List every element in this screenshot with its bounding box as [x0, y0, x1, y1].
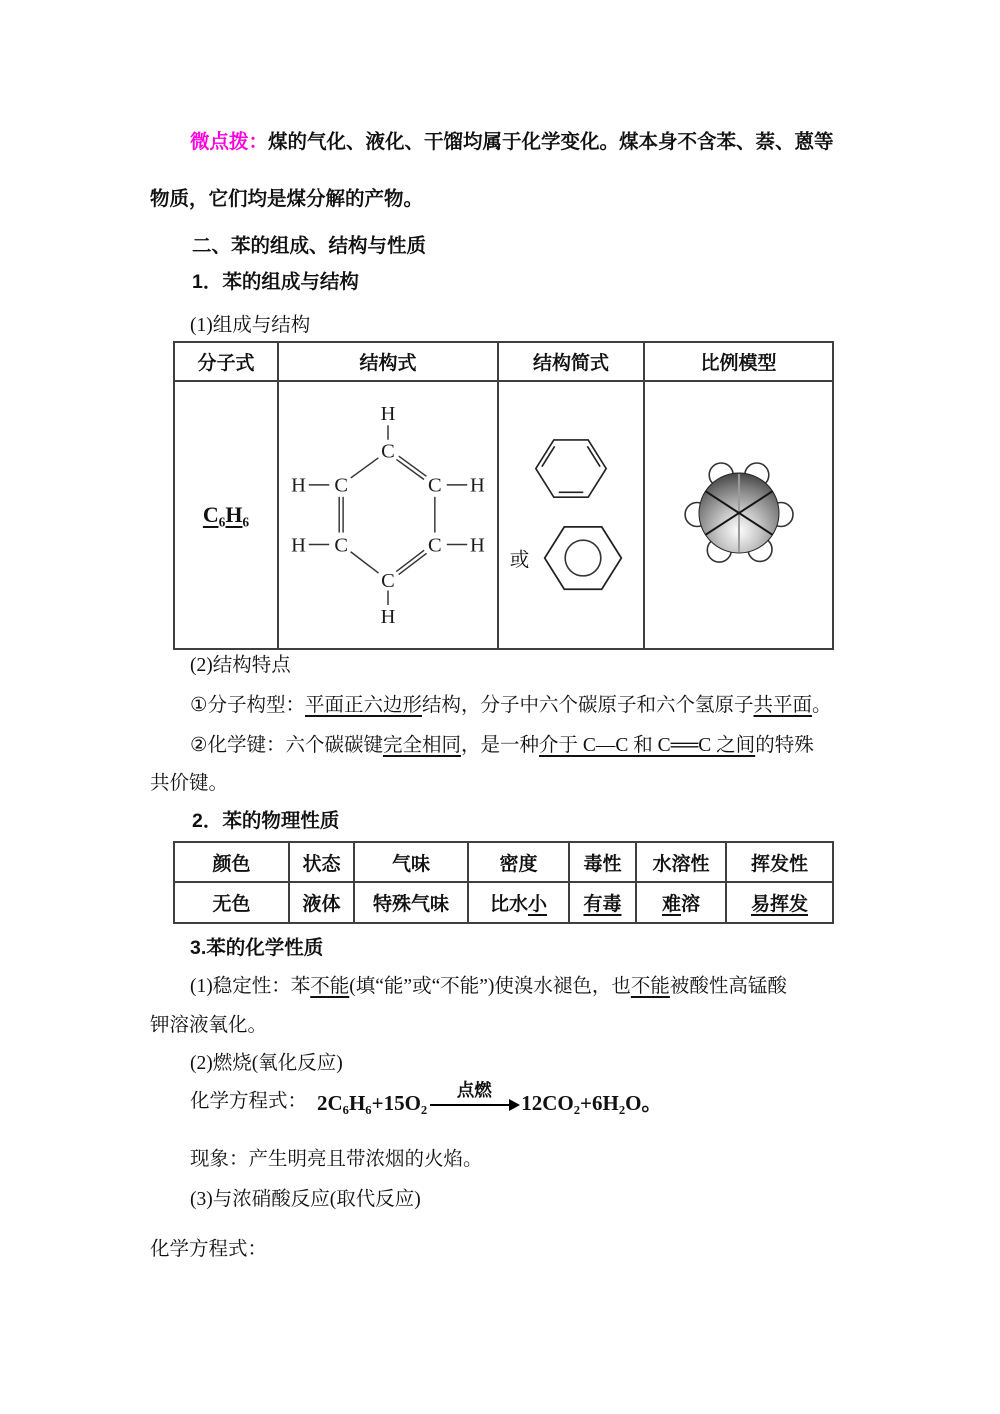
stability-line2: 钾溶液氧化。: [150, 1015, 268, 1036]
point1-text2: 结构，分子中六个碳原子和六个氢原子: [422, 695, 754, 716]
equation-label: 化学方程式：: [190, 1091, 308, 1112]
point2-text: ②化学键：六个碳碳键: [190, 735, 383, 756]
header-density: 密度: [468, 842, 569, 882]
composition-part-label: (1)组成与结构: [190, 315, 311, 336]
header-color: 颜色: [174, 842, 289, 882]
value-solubility: [636, 882, 726, 923]
value-density: [468, 882, 569, 923]
solubility-answer: 难: [661, 894, 681, 915]
point1-answer-2: 共平面: [753, 695, 813, 716]
header-state: 状态: [289, 842, 354, 882]
svg-text:C: C: [381, 440, 395, 463]
header-odor: 气味: [354, 842, 468, 882]
benzene-space-filling-model: [677, 451, 801, 575]
solubility-rest: 溶: [681, 894, 701, 915]
value-state: 液体: [289, 882, 354, 923]
composition-table-header-row: [174, 342, 833, 381]
benzene-structural-formula-diagram: [290, 398, 486, 628]
header-structural-formula: 结构式: [278, 342, 498, 381]
condensed-formula-cell: [498, 381, 644, 649]
svg-text:H: H: [291, 533, 306, 556]
svg-text:H: H: [470, 474, 485, 497]
section-heading: 二、苯的组成、结构与性质: [192, 235, 427, 257]
structure-point-2-cont: 共价键。: [150, 773, 229, 794]
header-volatility: 挥发性: [726, 842, 833, 882]
density-answer: 小: [528, 894, 548, 915]
stability-text3: 被酸性高锰酸: [669, 976, 787, 997]
svg-text:C: C: [334, 474, 348, 497]
combustion-label: (2)燃烧(氧化反应): [190, 1053, 343, 1074]
molecular-formula-cell: [174, 381, 278, 649]
structure-points-label: (2)结构特点: [190, 655, 291, 676]
benzene-circle-hexagon-icon: [534, 516, 632, 601]
equation-rhs: 12CO₂+6H₂O。: [521, 1091, 663, 1115]
stability-answer-1: 不能: [310, 976, 350, 997]
point2-answer-2: 介于 C—C 和 C══C 之间: [539, 735, 756, 756]
volatility-answer: 易挥发: [750, 894, 808, 915]
structural-formula-cell: [278, 381, 498, 649]
composition-table: [173, 341, 834, 650]
point1-answer-1: 平面正六边形: [304, 695, 422, 716]
note-text: 煤的气化、液化、干馏均属于化学变化。煤本身不含苯、萘、蒽等: [268, 131, 834, 153]
kekule-hexagon-icon: [526, 430, 616, 508]
combustion-equation: [190, 1079, 662, 1118]
reaction-arrow: [430, 1079, 518, 1118]
header-solubility: 水溶性: [636, 842, 726, 882]
svg-text:H: H: [380, 605, 396, 628]
composition-table-body-row: [174, 381, 833, 649]
svg-text:C: C: [428, 474, 442, 497]
point2-text2: ，是一种: [461, 735, 540, 756]
benzene-molecular-formula: C₆H₆: [202, 502, 250, 527]
phenomenon-line: 现象：产生明亮且带浓烟的火焰。: [190, 1149, 483, 1170]
stability-text2: (填“能”或“不能”)使溴水褪色，也: [349, 976, 631, 997]
header-molecular-formula: 分子式: [174, 342, 278, 381]
value-volatility: [726, 882, 833, 923]
sub-heading-chemical: 3.苯的化学性质: [190, 937, 324, 959]
physical-properties-table: [173, 841, 834, 924]
header-space-filling-model: 比例模型: [644, 342, 833, 381]
header-condensed-formula: 结构简式: [498, 342, 644, 381]
svg-text:H: H: [291, 474, 306, 497]
value-toxicity: [569, 882, 636, 923]
point2-text3: 的特殊: [755, 735, 814, 756]
stability-answer-2: 不能: [630, 976, 670, 997]
nitration-label: (3)与浓硝酸反应(取代反应): [190, 1189, 421, 1210]
stability-text1: (1)稳定性：苯: [190, 976, 311, 997]
arrow-icon: [430, 1104, 518, 1106]
stability-line1: [190, 972, 787, 1002]
svg-text:H: H: [470, 533, 485, 556]
note-line1: [190, 127, 834, 157]
sub-heading-composition: 1．苯的组成与结构: [192, 271, 359, 293]
structure-point-1: [190, 691, 832, 721]
svg-text:C: C: [428, 533, 442, 556]
note-label: 微点拨：: [190, 131, 269, 153]
note-line2: 物质，它们均是煤分解的产物。: [150, 188, 424, 210]
physical-table-header-row: [174, 842, 833, 882]
point1-text: ①分子构型：: [190, 695, 305, 716]
point2-answer-1: 完全相同: [382, 735, 461, 756]
point1-period: 。: [812, 695, 832, 716]
svg-text:C: C: [381, 569, 395, 592]
or-label: 或: [509, 550, 530, 571]
value-odor: 特殊气味: [354, 882, 468, 923]
svg-text:C: C: [334, 533, 348, 556]
toxicity-answer: 有毒: [583, 894, 622, 915]
equation-lhs: 2C₆H₆+15O₂: [317, 1091, 428, 1115]
header-toxicity: 毒性: [569, 842, 636, 882]
reaction-condition: 点燃: [456, 1080, 492, 1100]
density-prefix: 比水: [489, 894, 528, 915]
structure-point-2: [190, 731, 814, 761]
svg-text:H: H: [380, 402, 396, 425]
physical-table-value-row: [174, 882, 833, 923]
sub-heading-physical: 2．苯的物理性质: [192, 810, 340, 832]
bottom-equation-label: 化学方程式：: [150, 1239, 268, 1260]
space-filling-model-cell: [644, 381, 833, 649]
value-color: 无色: [174, 882, 289, 923]
